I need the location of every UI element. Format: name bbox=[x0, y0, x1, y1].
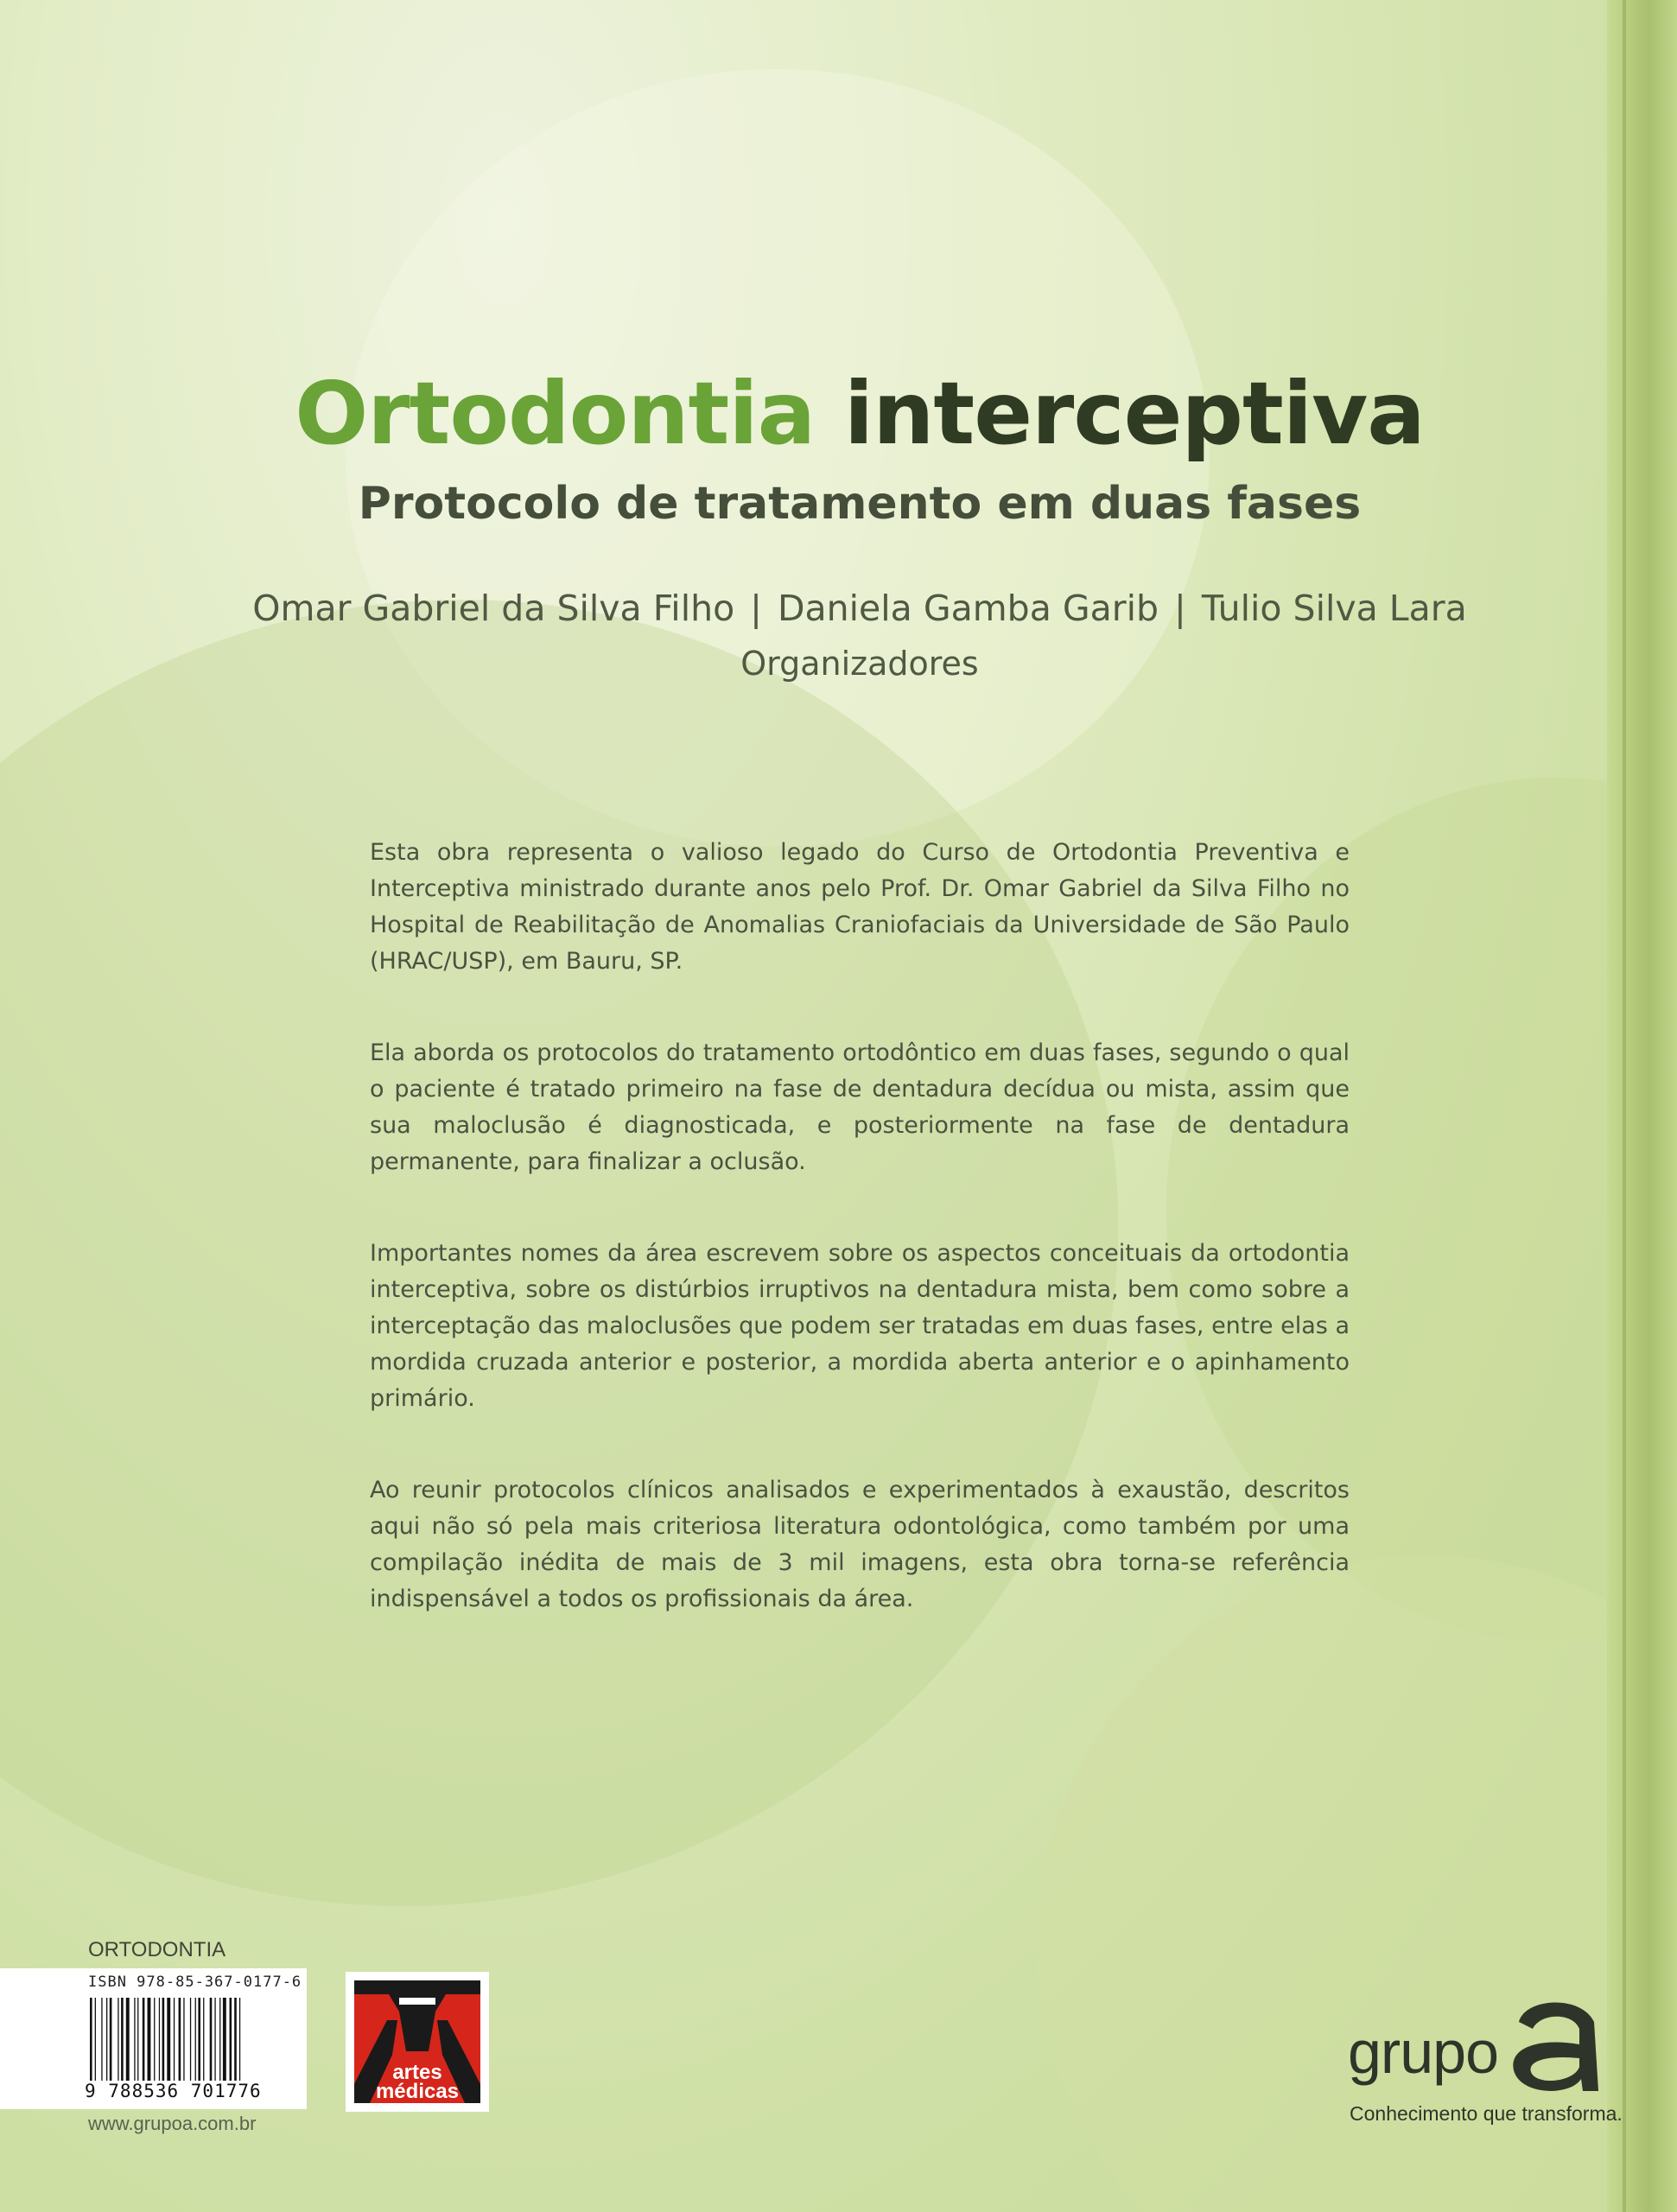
barcode-bar bbox=[101, 1998, 102, 2081]
artes-medicas-logo bbox=[346, 1972, 489, 2112]
barcode-bar bbox=[183, 1998, 184, 2081]
brand-word: grupo bbox=[1348, 2018, 1499, 2086]
blurb-text bbox=[370, 835, 1350, 1673]
title-part1: Ortodontia bbox=[295, 363, 816, 464]
barcode-bar bbox=[95, 1998, 96, 2081]
barcode-bar bbox=[214, 1998, 215, 2081]
barcode-bar bbox=[239, 1998, 240, 2081]
barcode-number: 9 788536 701776 bbox=[85, 2081, 262, 2101]
barcode-bar bbox=[137, 1998, 138, 2081]
spine-crease bbox=[1623, 0, 1626, 2212]
barcode-bar bbox=[167, 1998, 170, 2081]
barcode-bar bbox=[190, 1998, 191, 2081]
barcode-bar bbox=[198, 1998, 200, 2081]
barcode-bar bbox=[223, 1998, 226, 2081]
category-label: ORTODONTIA bbox=[88, 1938, 226, 1961]
barcode-bar bbox=[162, 1998, 165, 2081]
book-title bbox=[0, 363, 1677, 464]
barcode-bar bbox=[154, 1998, 155, 2081]
spine-edge bbox=[1607, 0, 1677, 2212]
barcode-bar bbox=[219, 1998, 220, 2081]
organizers-label: Organizadores bbox=[740, 645, 979, 683]
barcode-panel bbox=[0, 1968, 307, 2109]
barcode-bar bbox=[174, 1998, 175, 2081]
grupo-a-logo bbox=[1348, 1987, 1607, 2108]
book-subtitle: Protocolo de tratamento em duas fases bbox=[358, 478, 1362, 530]
author-separator: | bbox=[1174, 588, 1186, 629]
publisher-website: www.grupoa.com.br bbox=[88, 2113, 257, 2134]
publisher-logo-line1: artes bbox=[392, 2061, 442, 2084]
barcode-bar bbox=[143, 1998, 145, 2081]
barcode-bar bbox=[210, 1998, 213, 2081]
barcode-bar bbox=[134, 1998, 135, 2081]
barcode-bar bbox=[230, 1998, 232, 2081]
barcode-bar bbox=[195, 1998, 196, 2081]
blurb-paragraph: Ao reunir protocolos clínicos analisados e experimentados à exaustão, descritos aqui não só pela mais criteriosa literatura odontológica, como também por uma compilação inédita de mais de 3 mil imagens, esta obra torna-se referência indispensável a todos os profissionais da área. bbox=[370, 1477, 1350, 1612]
blurb-paragraph: Importantes nomes da área escrevem sobre os aspectos conceituais da ortodontia interceptiva, sobre os distúrbios irruptivos na dentadura mista, bem como sobre a interceptação das maloclusões que podem ser tratadas em duas fases, entre elas a mordida cruzada anterior e posterior, a mordida aberta anterior e o apinhamento primário. bbox=[370, 1240, 1350, 1412]
barcode-icon bbox=[88, 1998, 295, 2084]
barcode-bar bbox=[110, 1998, 112, 2081]
barcode-bar bbox=[121, 1998, 124, 2081]
author-separator: | bbox=[750, 588, 762, 629]
blurb-paragraph: Esta obra representa o valioso legado do Curso de Ortodontia Preventiva e Interceptiva ministrado durante anos pelo Prof. Dr. Omar Gabriel da Silva Filho no Hospital de Reabilitação de Anomalias Craniofaciais da Universidade de São Paulo (HRAC/USP), em Bauru, SP. bbox=[370, 839, 1350, 975]
barcode-bar bbox=[179, 1998, 181, 2081]
author-name: Daniela Gamba Garib bbox=[777, 588, 1159, 629]
author-name: Omar Gabriel da Silva Filho bbox=[252, 588, 735, 629]
publisher-logo-line2: médicas bbox=[375, 2080, 460, 2103]
author-name: Tulio Silva Lara bbox=[1201, 588, 1467, 629]
isbn-text: ISBN 978-85-367-0177-6 bbox=[88, 1974, 302, 1991]
barcode-bar bbox=[148, 1998, 151, 2081]
barcode-bar bbox=[90, 1998, 92, 2081]
title-part2: interceptiva bbox=[843, 363, 1425, 464]
barcode-bar bbox=[106, 1998, 107, 2081]
barcode-bar bbox=[126, 1998, 130, 2081]
barcode-bar bbox=[234, 1998, 237, 2081]
brand-tagline: Conhecimento que transforma. bbox=[1350, 2102, 1623, 2125]
barcode-bar bbox=[159, 1998, 160, 2081]
barcode-bar bbox=[203, 1998, 204, 2081]
author-list bbox=[0, 588, 1677, 629]
blurb-paragraph: Ela aborda os protocolos do tratamento ortodôntico em duas fases, segundo o qual o paciente é tratado primeiro na fase de dentadura decídua ou mista, assim que sua maloclusão é diagnosticada, e posteriormente na fase de dentadura permanente, para finalizar a oclusão. bbox=[370, 1039, 1350, 1175]
